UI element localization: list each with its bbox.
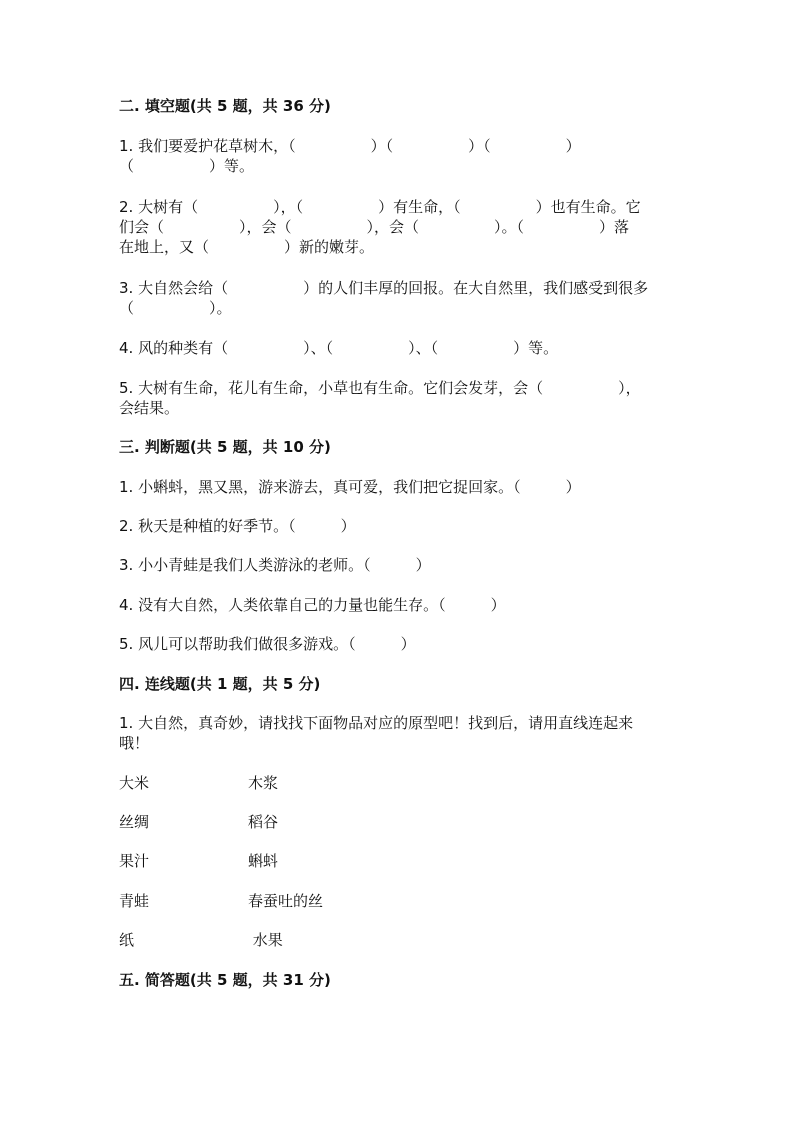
fill-question-4-line-1: 4. 风的种类有（ ）、（ ）、（ ）等。 — [119, 339, 559, 357]
fill-question-3-line-1: 3. 大自然会给（ ）的人们丰厚的回报。在大自然里，我们感受到很多 — [119, 279, 649, 297]
section-heading-short-answer: 五. 简答题(共 5 题，共 31 分) — [119, 971, 331, 989]
judge-question-4: 4. 没有大自然，人类依靠自己的力量也能生存。（ ） — [119, 596, 506, 614]
match-left-item: 丝绸 — [119, 813, 150, 831]
match-left-item: 果汁 — [119, 852, 150, 870]
judge-question-1: 1. 小蝌蚪，黑又黑，游来游去，真可爱，我们把它捉回家。（ ） — [119, 478, 581, 496]
fill-question-1-line-2: （ ）等。 — [119, 157, 255, 175]
fill-question-2-line-2: 们会（ ），会（ ），会（ ）。（ ）落 — [119, 218, 630, 236]
match-right-item: 木浆 — [248, 774, 279, 792]
match-right-item: 蝌蚪 — [248, 852, 279, 870]
fill-question-5-line-1: 5. 大树有生命，花儿有生命，小草也有生命。它们会发芽，会（ ）， — [119, 379, 641, 397]
match-prompt-line-2: 哦！ — [119, 734, 150, 752]
match-right-item: 稻谷 — [248, 813, 279, 831]
judge-question-2: 2. 秋天是种植的好季节。（ ） — [119, 517, 356, 535]
judge-question-5: 5. 风儿可以帮助我们做很多游戏。（ ） — [119, 635, 416, 653]
judge-question-3: 3. 小小青蛙是我们人类游泳的老师。（ ） — [119, 556, 431, 574]
fill-question-3-line-2: （ ）。 — [119, 299, 232, 317]
section-heading-match: 四. 连线题(共 1 题，共 5 分) — [119, 675, 321, 693]
fill-question-2-line-1: 2. 大树有（ ），（ ）有生命，（ ）也有生命。它 — [119, 198, 641, 216]
fill-question-1-line-1: 1. 我们要爱护花草树木，（ ）（ ）（ ） — [119, 137, 581, 155]
match-right-item: 春蚕吐的丝 — [248, 892, 324, 910]
match-left-item: 大米 — [119, 774, 150, 792]
fill-question-2-line-3: 在地上，又（ ）新的嫩芽。 — [119, 238, 375, 256]
match-prompt-line-1: 1. 大自然，真奇妙，请找找下面物品对应的原型吧！找到后，请用直线连起来 — [119, 714, 634, 732]
section-heading-fill: 二. 填空题(共 5 题，共 36 分) — [119, 97, 331, 115]
fill-question-5-line-2: 会结果。 — [119, 399, 180, 417]
match-left-item: 青蛙 — [119, 892, 150, 910]
match-left-item: 纸 — [119, 931, 135, 949]
section-heading-judge: 三. 判断题(共 5 题，共 10 分) — [119, 438, 331, 456]
match-right-item: 水果 — [248, 931, 283, 949]
